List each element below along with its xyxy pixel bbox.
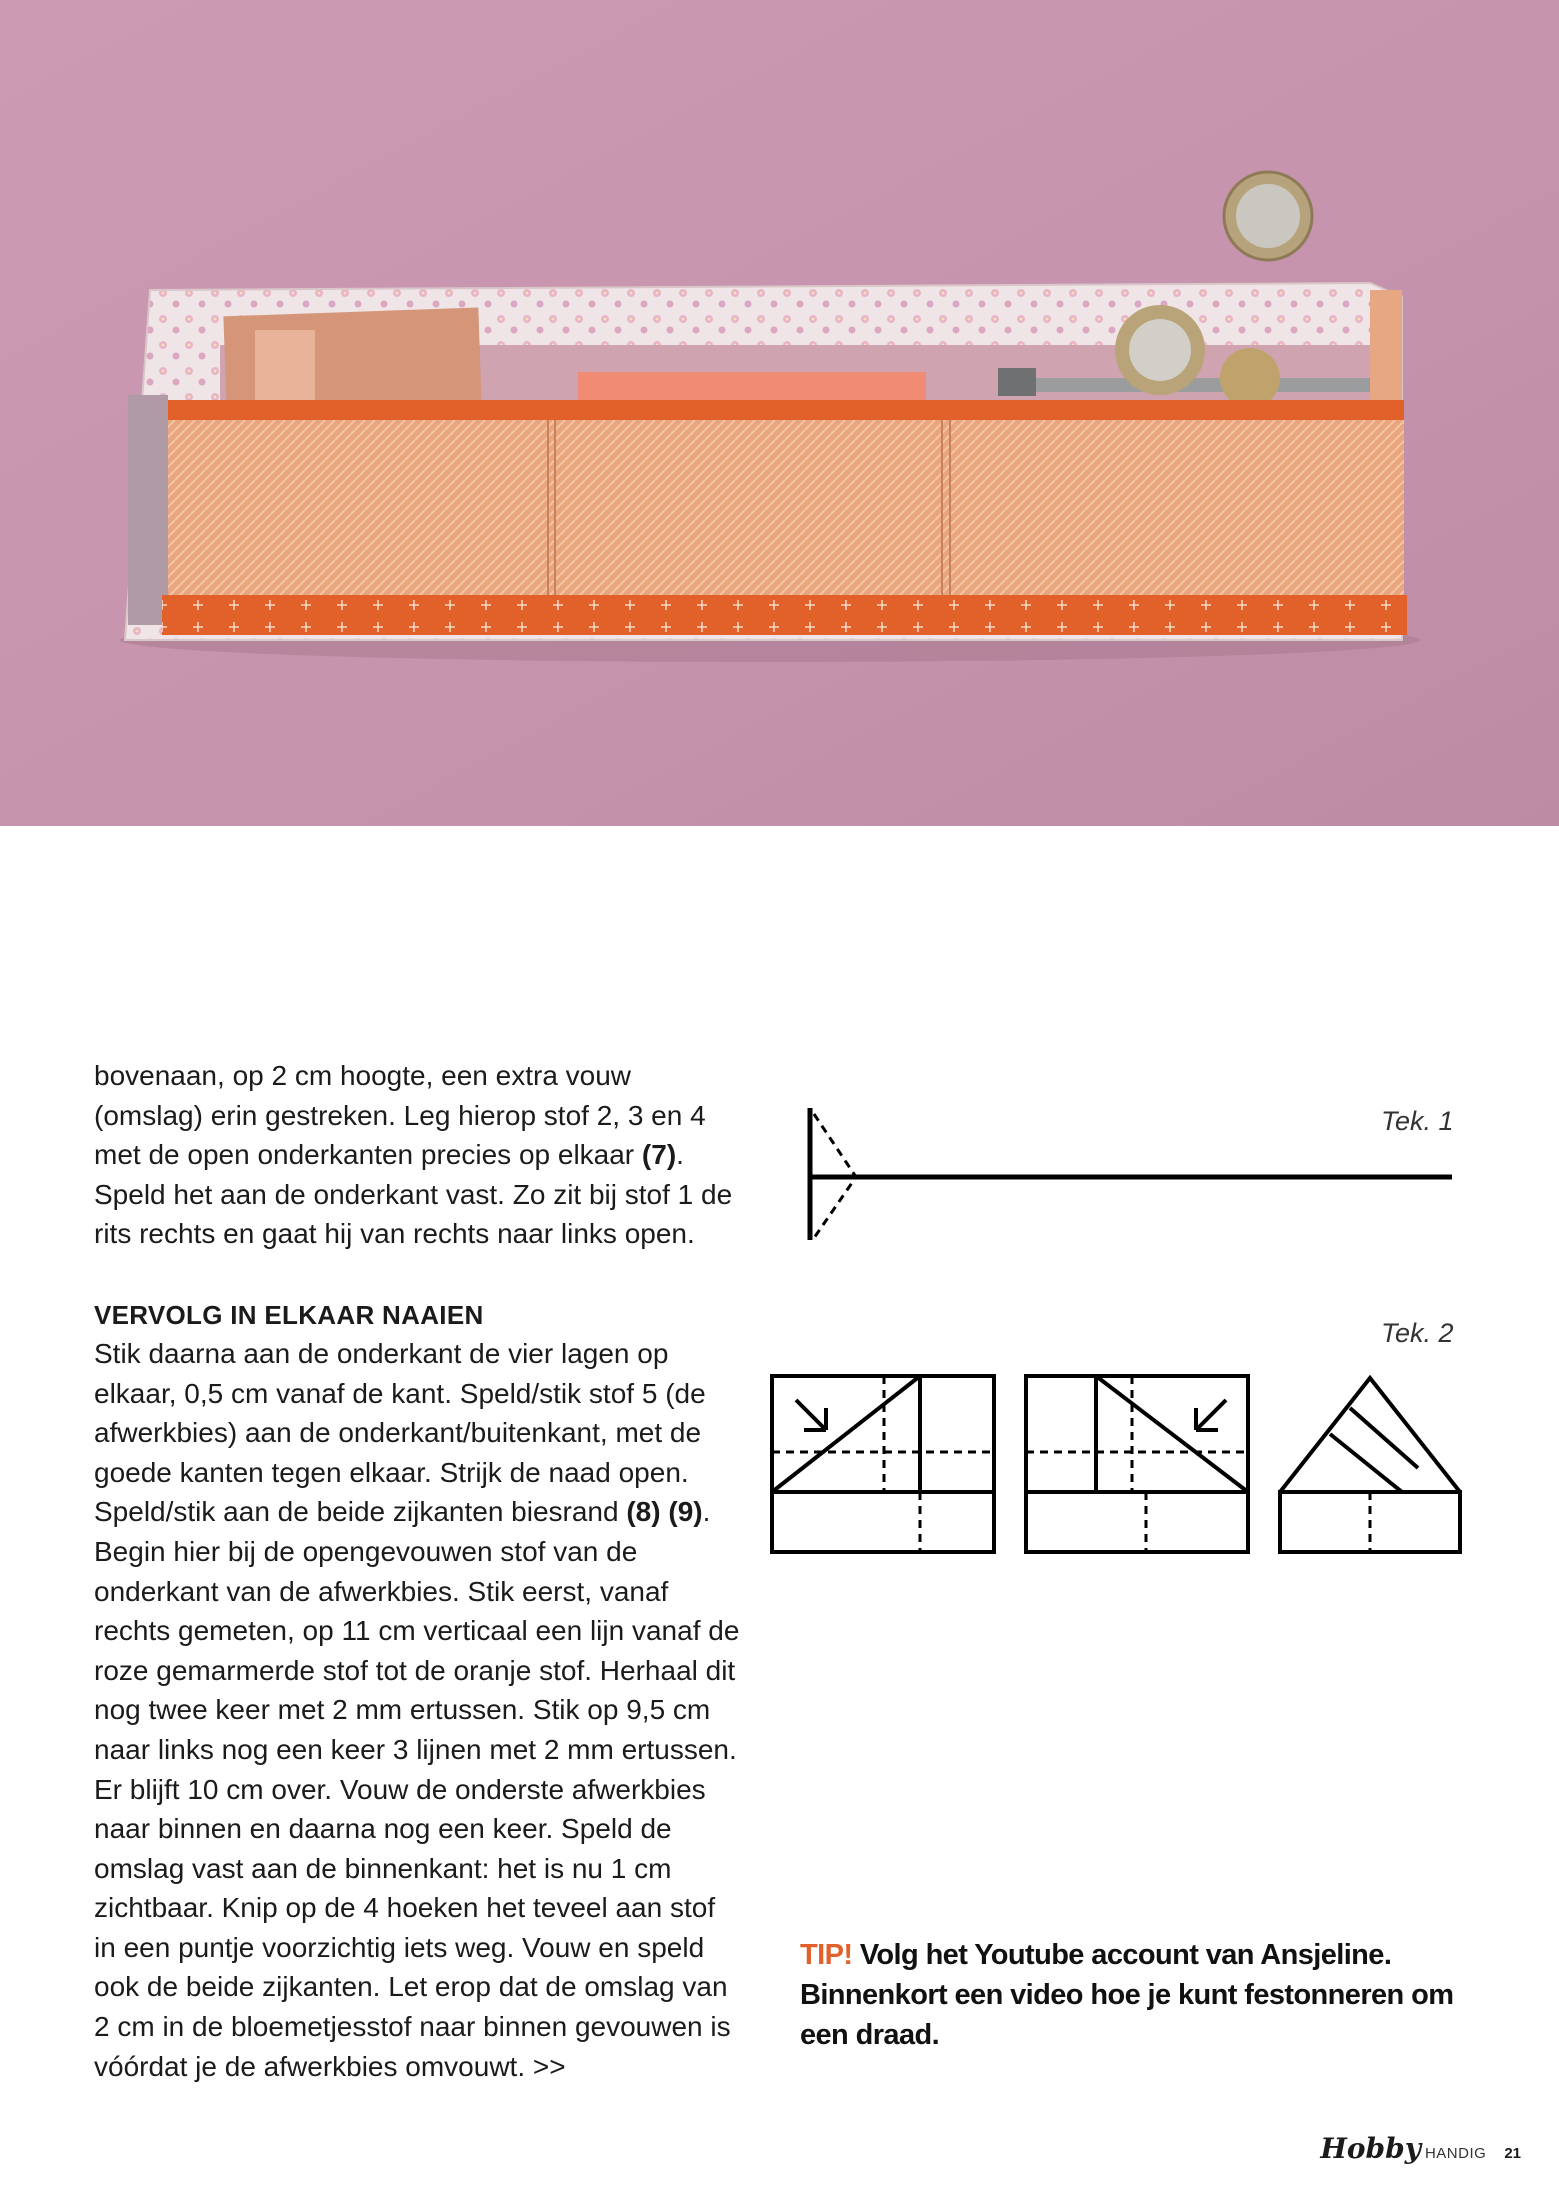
brand-logo-handig: HANDIG (1424, 2145, 1487, 2162)
product-photo (0, 0, 1559, 826)
figure-2-label: Tek. 2 (1381, 1318, 1454, 1348)
figure-2-drawing (766, 1360, 1466, 1565)
front-pocket (168, 400, 1404, 600)
page-number: 21 (1504, 2145, 1521, 2162)
wallet (125, 283, 1407, 640)
body-text-column (94, 1056, 744, 2086)
tip-box (800, 1935, 1500, 2055)
tip-label: TIP! (800, 1939, 853, 1971)
page-footer (1320, 2132, 1521, 2165)
figure-ref-8: (8) (626, 1496, 661, 1528)
brand-logo-hobby: Hobby (1320, 2132, 1421, 2165)
section-heading: VERVOLG IN ELKAAR NAAIEN (94, 1299, 484, 1330)
figure-1-drawing (800, 1100, 1460, 1255)
figure-ref-7: (7) (641, 1139, 677, 1171)
coin (1224, 172, 1312, 260)
figure-1-label: Tek. 1 (1381, 1106, 1454, 1136)
intro-paragraph: bovenaan, op 2 cm hoogte, een extra vouw (omslag) erin gestreken. Leg hierop stof 2, 3 en 4 met de open onderkanten precies op elkaar (7). Speld het aan de onderkant vast. Zo zit bij stof 1 de rits rechts en gaat hij van rechts naar links open. (94, 1060, 733, 1250)
figure-ref-9: (9) (668, 1496, 703, 1528)
section-paragraph: Stik daarna aan de onderkant de vier lagen op elkaar, 0,5 cm vanaf de kant. Speld/stik stof 5 (de afwerkbies) aan de onderkant/buitenkant, met de goede kanten tegen elkaar. Strijk de naad open. Speld/stik aan de beide zijkanten biesrand (8) (9). Begin hier bij de opengevouwen stof van de onderkant van de afwerkbies. Stik eerst, vanaf rechts gemeten, op 11 cm verticaal een lijn vanaf de roze gemarmerde stof tot de oranje stof. Herhaal dit nog twee keer met 2 mm ertussen. Stik op 9,5 cm naar links nog een keer 3 lijnen met 2 mm ertussen. Er blijft 10 cm over. Vouw de onderste afwerkbies naar binnen en daarna nog een keer. Speld de omslag vast aan de binnenkant: het is nu 1 cm zichtbaar. Knip op de 4 hoeken het teveel aan stof in een puntje voorzichtig iets weg. Vouw en speld ook de beide zijkanten. Let erop dat de omslag van 2 cm in de bloemetjesstof naar binnen gevouwen is vóórdat je de afwerkbies omvouwt. >> (94, 1337, 740, 2082)
tip-text: Volg het Youtube account van Ansjeline. Binnenkort een video hoe je kunt festonneren om een draad. (800, 1939, 1454, 2051)
